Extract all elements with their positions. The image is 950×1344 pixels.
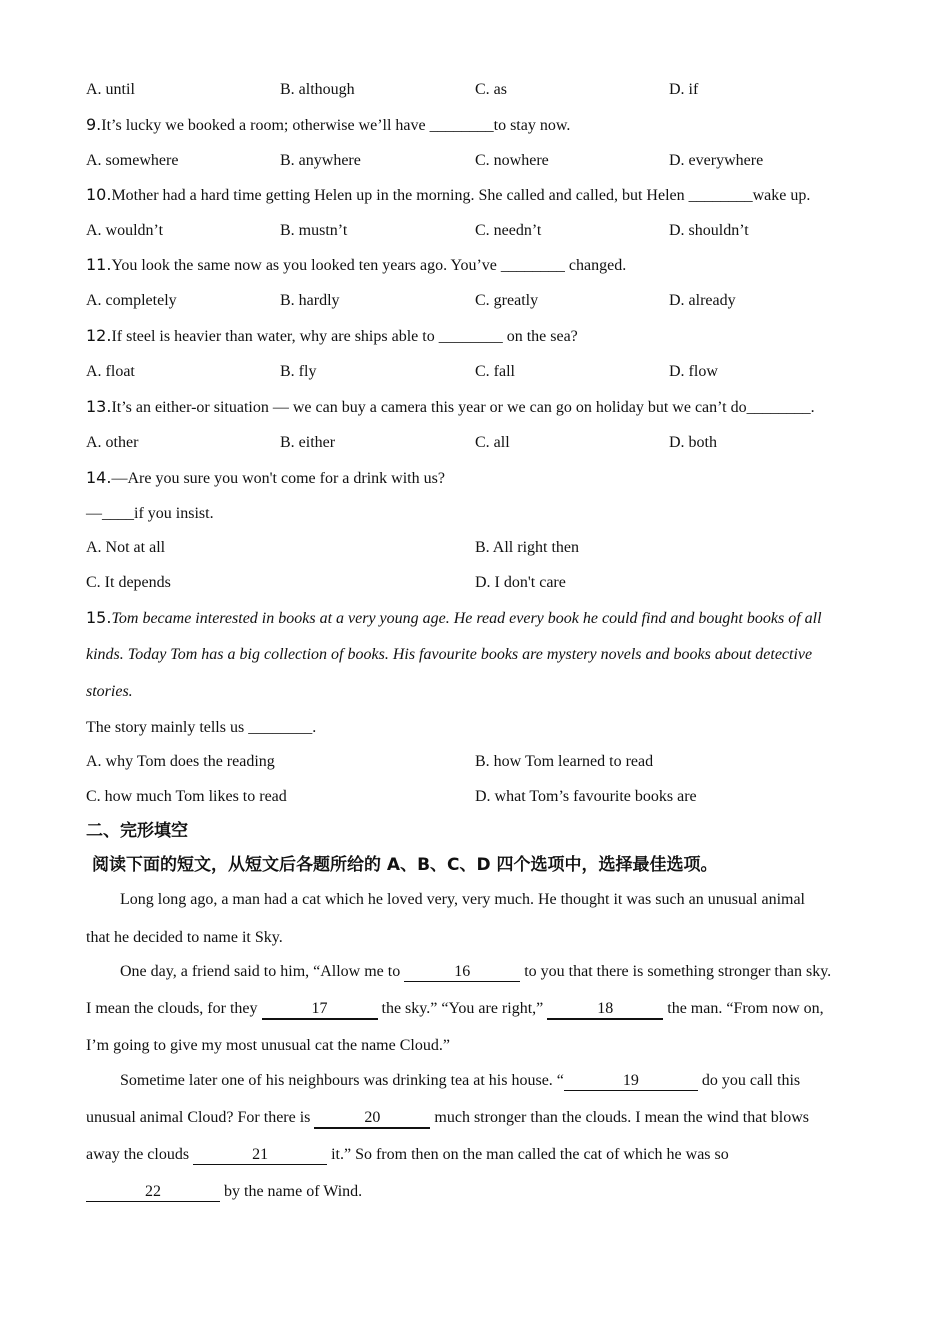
blank-16[interactable]: 16 [404,963,520,982]
passage-paragraph-1-line-1: Long long ago, a man had a cat which he loved very, very much. He thought it was such an unusual animal [120,891,805,908]
passage-paragraph-2-line-1 [120,961,831,983]
q13-question [86,396,815,418]
q9-option-c: C. nowhere [475,152,549,169]
q8-options [86,79,876,101]
q13-number: 13. [86,397,112,416]
passage-paragraph-3-line-1 [120,1070,800,1092]
q14-option-b: B. All right then [475,539,579,556]
q11-option-c: C. greatly [475,292,539,309]
blank-19[interactable]: 19 [564,1072,698,1091]
q10-option-a: A. wouldn’t [86,222,164,239]
passage-text: it.” So from then on the man called the cat of which he was so [327,1146,729,1163]
q8-option-b: B. although [280,81,355,98]
q15-option-d: D. what Tom’s favourite books are [475,788,697,805]
q14-question [86,467,445,489]
q10-question [86,184,810,206]
q10-option-d: D. shouldn’t [669,222,749,239]
q11-question [86,254,626,276]
q14-line-2: —____if you insist. [86,505,214,522]
q14-line-1: —Are you sure you won't come for a drink with us? [111,470,445,487]
q11-number: 11. [86,255,112,274]
q14-option-d: D. I don't care [475,574,566,591]
blank-22[interactable]: 22 [86,1183,220,1202]
q11-option-a: A. completely [86,292,177,309]
passage-text: the man. “From now on, [663,1000,824,1017]
passage-text: do you call this [697,1072,801,1089]
q12-number: 12. [86,326,112,345]
q13-option-b: B. either [280,434,336,451]
q15-option-b: B. how Tom learned to read [475,753,654,770]
q11-option-d: D. already [669,292,736,309]
section-2-title: 二、完形填空 [86,821,188,841]
passage-text: much stronger than the clouds. I mean the wind that blows [430,1109,809,1126]
q13-option-c: C. all [475,434,510,451]
passage-paragraph-3-line-4 [86,1181,362,1203]
q15-option-a: A. why Tom does the reading [86,753,275,770]
passage-text: Sometime later one of his neighbours was drinking tea at his house. “ [120,1072,564,1089]
blank-20[interactable]: 20 [314,1109,430,1129]
passage-text: the sky.” “You are right,” [377,1000,548,1017]
q15-options-row-1 [86,751,876,773]
section-2-instruction: 阅读下面的短文，从短文后各题所给的 A、B、C、D 四个选项中，选择最佳选项。 [92,855,718,875]
q13-option-a: A. other [86,434,139,451]
q12-option-c: C. fall [475,363,515,380]
passage-paragraph-2-line-2 [86,998,824,1020]
q8-option-d: D. if [669,81,699,98]
passage-text: to you that there is something stronger than sky. [520,963,832,980]
q9-text: It’s lucky we booked a room; otherwise we’ll have ________to stay now. [101,117,571,134]
q12-options [86,361,876,383]
q11-text: You look the same now as you looked ten years ago. You’ve ________ changed. [111,257,627,274]
q10-option-b: B. mustn’t [280,222,348,239]
q12-option-d: D. flow [669,363,718,380]
q13-option-d: D. both [669,434,717,451]
q14-number: 14. [86,468,112,487]
q15-options-row-2 [86,786,876,808]
passage-text: I mean the clouds, for they [86,1000,262,1017]
q10-options [86,220,876,242]
q9-options [86,150,876,172]
passage-paragraph-1-line-2: that he decided to name it Sky. [86,929,283,946]
passage-paragraph-2-line-3: I’m going to give my most unusual cat the name Cloud.” [86,1037,450,1054]
passage-text: by the name of Wind. [220,1183,363,1200]
q9-number: 9. [86,115,102,134]
q12-text: If steel is heavier than water, why are ships able to ________ on the sea? [111,328,578,345]
passage-paragraph-3-line-3 [86,1144,729,1166]
q11-option-b: B. hardly [280,292,340,309]
passage-text: away the clouds [86,1146,194,1163]
q8-option-c: C. as [475,81,507,98]
passage-paragraph-3-line-2 [86,1107,809,1129]
q15-number: 15. [86,608,112,627]
q14-options-row-2 [86,572,876,594]
passage-text: One day, a friend said to him, “Allow me to [120,963,405,980]
q15-passage-2: kinds. Today Tom has a big collection of books. His favourite books are mystery novels and books about detective [86,646,813,663]
q12-option-b: B. fly [280,363,317,380]
q8-option-a: A. until [86,81,135,98]
blank-21[interactable]: 21 [193,1146,327,1165]
q9-option-d: D. everywhere [669,152,764,169]
q15-passage-1: Tom became interested in books at a very young age. He read every book he could find and bought books of all [111,610,822,627]
q14-option-c: C. It depends [86,574,171,591]
q10-text: Mother had a hard time getting Helen up in the morning. She called and called, but Helen ________wake up. [111,187,811,204]
q9-option-b: B. anywhere [280,152,361,169]
passage-text: unusual animal Cloud? For there is [86,1109,315,1126]
blank-17[interactable]: 17 [262,1000,378,1020]
q11-options [86,290,876,312]
q12-option-a: A. float [86,363,135,380]
q15-passage-3: stories. [86,683,133,700]
q10-number: 10. [86,185,112,204]
q14-option-a: A. Not at all [86,539,166,556]
q15-question: The story mainly tells us ________. [86,719,317,736]
q14-options-row-1 [86,537,876,559]
q12-question [86,325,578,347]
q10-option-c: C. needn’t [475,222,542,239]
q15-passage-line-1 [86,607,822,629]
q13-text: It’s an either-or situation — we can buy a camera this year or we can go on holiday but we can’t do________. [111,399,815,416]
blank-18[interactable]: 18 [547,1000,663,1020]
q9-question [86,114,570,136]
q9-option-a: A. somewhere [86,152,179,169]
q13-options [86,432,876,454]
q15-option-c: C. how much Tom likes to read [86,788,287,805]
